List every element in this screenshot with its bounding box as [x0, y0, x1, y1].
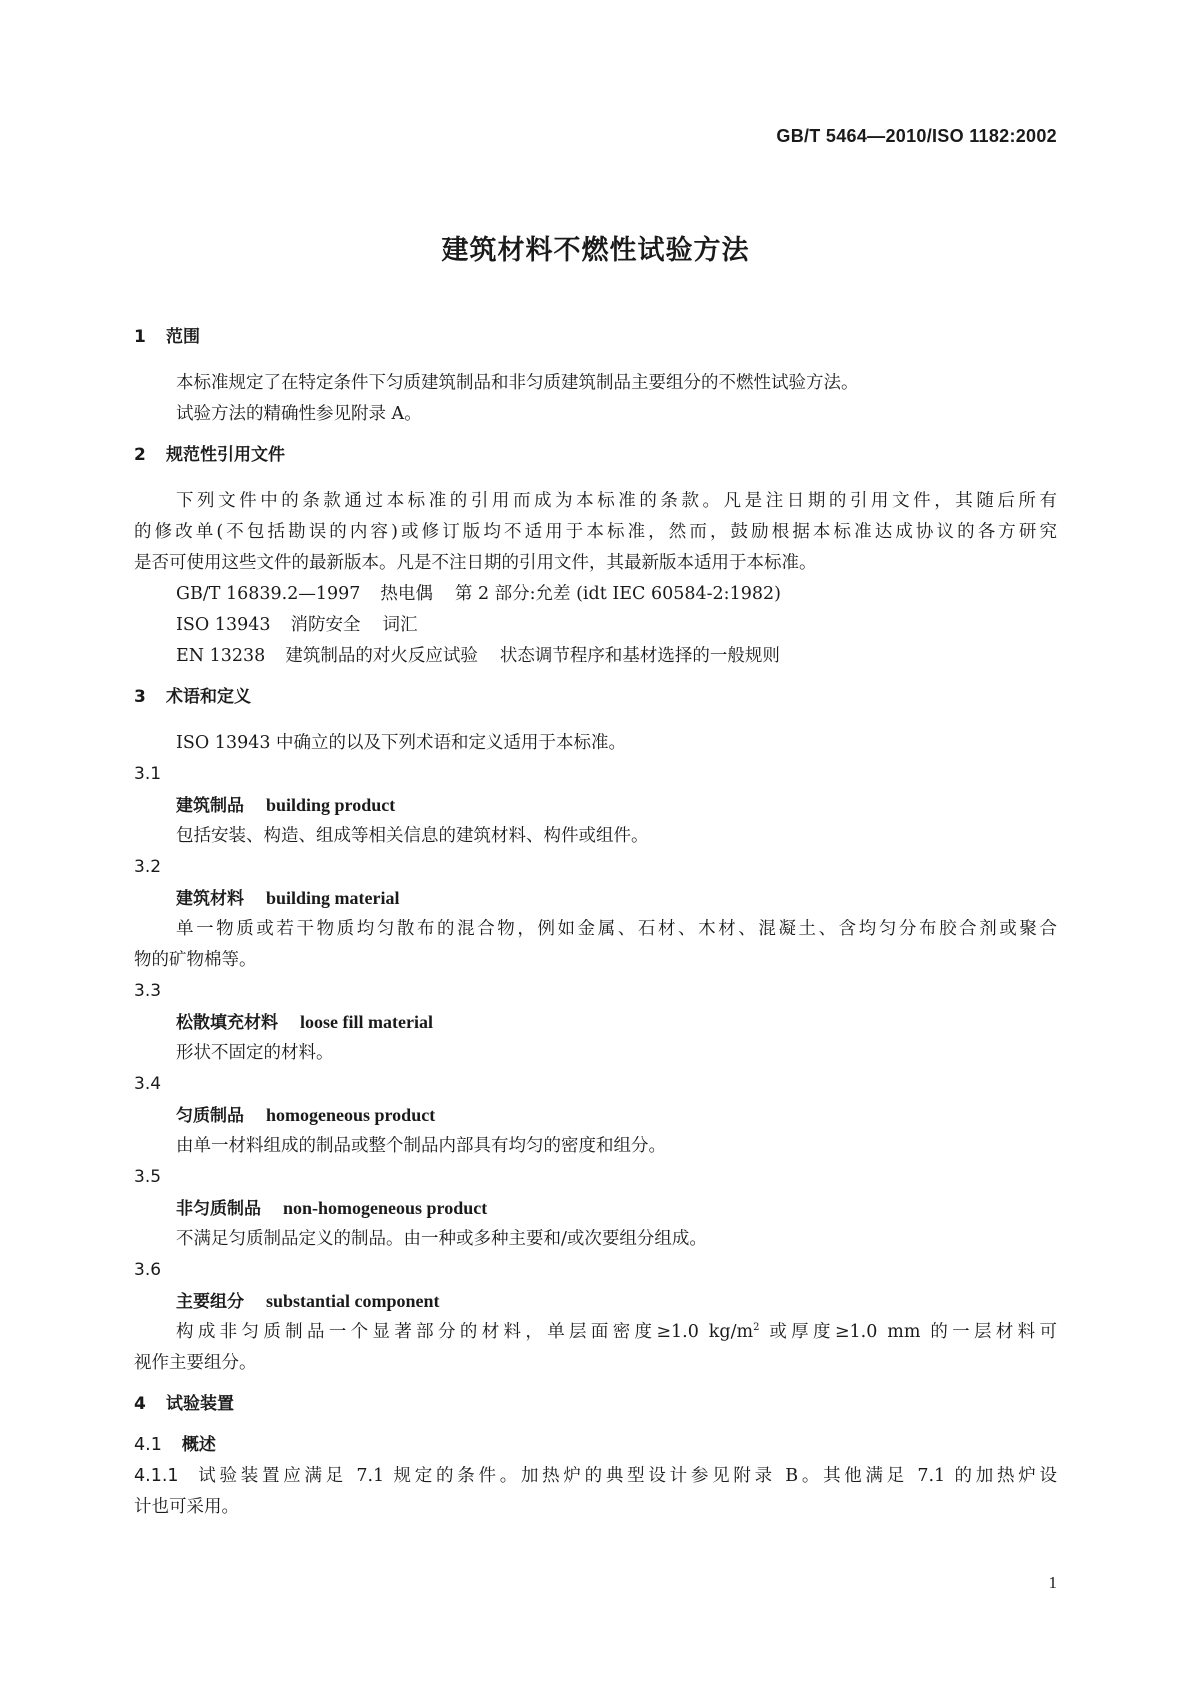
term-definition: 包括安装、构造、组成等相关信息的建筑材料、构件或组件。 — [176, 826, 649, 846]
clause-line — [134, 1461, 1057, 1492]
section-3-heading — [134, 682, 1057, 713]
reference-code: ISO 13943 — [176, 615, 271, 635]
term-name-en: homogeneous product — [266, 1105, 436, 1125]
clause-number: 4.1.1 — [134, 1466, 179, 1486]
section-number: 4 — [134, 1394, 146, 1414]
term-definition: 不满足匀质制品定义的制品。由一种或多种主要和/或次要组分组成。 — [176, 1229, 707, 1249]
term-definition — [134, 1317, 1057, 1348]
document-body — [134, 322, 1057, 1523]
term-name-zh: 松散填充材料 — [176, 1013, 278, 1033]
term-name-zh: 主要组分 — [176, 1292, 244, 1312]
definition-text: 或厚度≥1.0 mm 的一层材料可 — [759, 1322, 1057, 1342]
paragraph-line: 是否可使用这些文件的最新版本。凡是不注日期的引用文件，其最新版本适用于本标准。 — [134, 553, 817, 573]
reference-item — [134, 641, 1057, 672]
reference-name: 热电偶 — [380, 584, 433, 604]
term-name-en: building product — [266, 795, 396, 815]
clause-line: 计也可采用。 — [134, 1497, 239, 1517]
section-1-heading — [134, 322, 1057, 353]
section-title: 规范性引用文件 — [166, 445, 285, 465]
section-title: 试验装置 — [166, 1394, 234, 1414]
subsection-title: 概述 — [181, 1435, 216, 1455]
section-title: 术语和定义 — [166, 687, 251, 707]
term-number: 3.3 — [134, 981, 162, 1001]
term-heading — [134, 1193, 1057, 1224]
clause-text: 试验装置应满足 7.1 规定的条件。加热炉的典型设计参见附录 B。其他满足 7.1 的加热炉设 — [194, 1466, 1057, 1486]
reference-item — [134, 610, 1057, 641]
reference-name: 消防安全 — [290, 615, 361, 635]
term-heading — [134, 1100, 1057, 1131]
term-heading — [134, 790, 1057, 821]
paragraph-line: 的修改单(不包括勘误的内容)或修订版均不适用于本标准，然而，鼓励根据本标准达成协议的各方研究 — [134, 522, 1057, 542]
reference-name: 建筑制品的对火反应试验 — [285, 646, 478, 666]
term-name-zh: 建筑制品 — [176, 796, 244, 816]
definition-text: 构成非匀质制品一个显著部分的材料，单层面密度≥1.0 kg/m — [176, 1322, 754, 1342]
reference-detail: 词汇 — [382, 615, 418, 635]
unit-superscript: 2 — [753, 1322, 760, 1334]
term-name-zh: 建筑材料 — [176, 889, 244, 909]
page-number: 1 — [1048, 1573, 1057, 1592]
section-number: 2 — [134, 445, 146, 465]
subsection-heading — [134, 1430, 1057, 1461]
term-heading — [134, 1007, 1057, 1038]
term-definition: 单一物质或若干物质均匀散布的混合物，例如金属、石材、木材、混凝土、含均匀分布胶合剂或聚合 — [176, 919, 1057, 939]
section-title: 范围 — [166, 327, 200, 347]
reference-item — [134, 579, 1057, 610]
term-name-zh: 非匀质制品 — [176, 1199, 261, 1219]
section-4-heading — [134, 1389, 1057, 1420]
term-name-en: building material — [266, 888, 400, 908]
subsection-number: 4.1 — [134, 1435, 162, 1455]
term-number: 3.5 — [134, 1167, 162, 1187]
term-heading — [134, 1286, 1057, 1317]
paragraph: ISO 13943 中确立的以及下列术语和定义适用于本标准。 — [176, 733, 627, 753]
section-number: 1 — [134, 327, 146, 347]
term-definition: 形状不固定的材料。 — [176, 1043, 334, 1063]
term-name-zh: 匀质制品 — [176, 1106, 244, 1126]
term-definition: 由单一材料组成的制品或整个制品内部具有均匀的密度和组分。 — [176, 1136, 666, 1156]
term-number: 3.1 — [134, 764, 162, 784]
document-title: 建筑材料不燃性试验方法 — [441, 235, 750, 266]
standard-code: GB/T 5464—2010/ISO 1182:2002 — [776, 126, 1057, 146]
reference-detail: 第 2 部分:允差 (idt IEC 60584-2:1982) — [454, 584, 781, 604]
section-2-heading — [134, 440, 1057, 471]
term-name-en: non-homogeneous product — [283, 1198, 488, 1218]
term-number: 3.2 — [134, 857, 162, 877]
section-number: 3 — [134, 687, 146, 707]
term-number: 3.6 — [134, 1260, 162, 1280]
reference-detail: 状态调节程序和基材选择的一般规则 — [499, 646, 780, 666]
paragraph-line: 下列文件中的条款通过本标准的引用而成为本标准的条款。凡是注日期的引用文件，其随后所有 — [176, 491, 1057, 511]
term-heading — [134, 883, 1057, 914]
paragraph: 本标准规定了在特定条件下匀质建筑制品和非匀质建筑制品主要组分的不燃性试验方法。 — [176, 373, 859, 393]
term-name-en: substantial component — [266, 1291, 440, 1311]
term-definition: 视作主要组分。 — [134, 1353, 257, 1373]
reference-code: EN 13238 — [176, 646, 266, 666]
term-definition: 物的矿物棉等。 — [134, 950, 257, 970]
term-name-en: loose fill material — [300, 1012, 433, 1032]
reference-code: GB/T 16839.2—1997 — [176, 584, 361, 604]
paragraph: 试验方法的精确性参见附录 A。 — [176, 404, 422, 424]
term-number: 3.4 — [134, 1074, 162, 1094]
